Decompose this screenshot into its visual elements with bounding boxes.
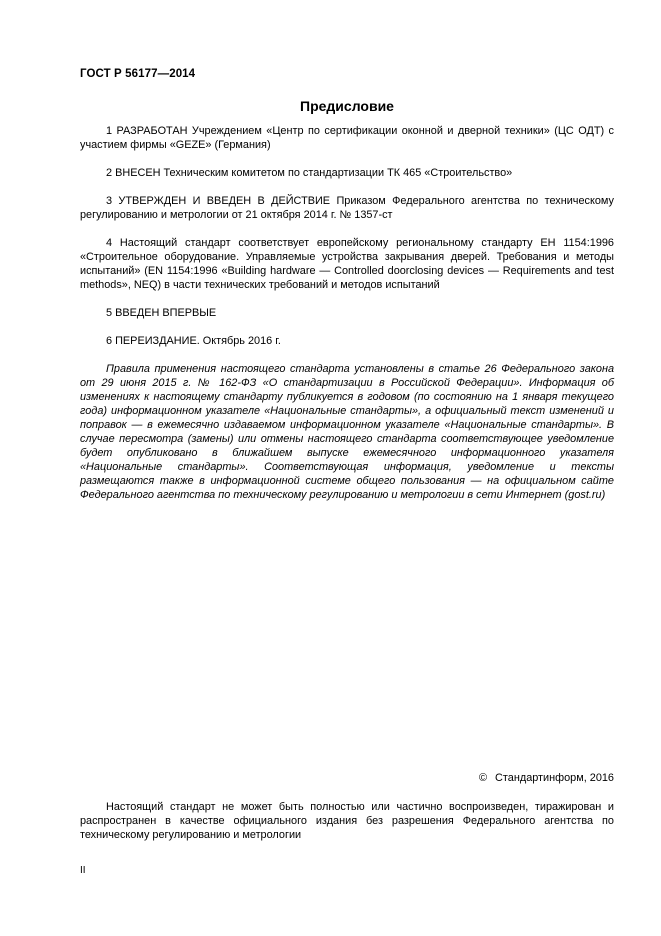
foreword-item-6: 6 ПЕРЕИЗДАНИЕ. Октябрь 2016 г. (106, 335, 281, 347)
foreword-item-2: 2 ВНЕСЕН Техническим комитетом по стандартизации ТК 465 «Строительство» (106, 167, 513, 179)
copyright-text: Стандартинформ, 2016 (495, 772, 614, 784)
document-code: ГОСТ Р 56177—2014 (80, 68, 196, 80)
rules-of-application: Правила применения настоящего стандарта установлены в статье 26 Федерального закона от 29 июня 2015 г. № 162-ФЗ «О стандартизации в Российской Федерации». Информация об изменениях к настоящему стандарту публикуется в годовом (по состоянию на 1 января текущего года) информационном указателе «Национальные стандарты», а официальный текст изменений и поправок — в ежемесячно издаваемом информационном указателе «Национальные стандарты». В случае пересмотра (замены) или отмены настоящего стандарта соответствующее уведомление будет опубликовано в ближайшем выпуске ежемесячного информационного указателя «Национальные стандарты». Соответствующая информация, уведомление и тексты размещаются также в информационной системе общего пользования — на официальном сайте Федерального агентства по техническому регулированию и метрологии в сети Интернет (gost.ru) (80, 363, 614, 501)
foreword-item-5: 5 ВВЕДЕН ВПЕРВЫЕ (106, 307, 217, 319)
copyright-line (479, 772, 614, 784)
copyright-icon: © (479, 772, 488, 784)
foreword-item-3: 3 УТВЕРЖДЕН И ВВЕДЕН В ДЕЙСТВИЕ Приказом Федерального агентства по техническому регулированию и метрологии от 21 октября 2014 г. № 1357-ст (80, 195, 614, 221)
foreword-item-1: 1 РАЗРАБОТАН Учреждением «Центр по сертификации оконной и дверной техники» (ЦС ОДТ) с участием фирмы «GEZE» (Германия) (80, 125, 614, 151)
foreword-content (80, 124, 614, 502)
reproduction-notice: Настоящий стандарт не может быть полностью или частично воспроизведен, тиражирован и распространен в качестве официального издания без разрешения Федерального агентства по техническому регулированию и метрологии (80, 801, 614, 841)
foreword-item-4: 4 Настоящий стандарт соответствует европейскому региональному стандарту ЕН 1154:1996 «Строительное оборудование. Управляемые устройства закрывания дверей. Требования и методы испытаний» (EN 1154:1996 «Building hardware — Controlled doorclosing devices — Requirements and test methods», NEQ) в части технических требований и методов испытаний (80, 237, 614, 291)
page-title: Предисловие (300, 98, 394, 114)
page-number: II (80, 865, 86, 876)
